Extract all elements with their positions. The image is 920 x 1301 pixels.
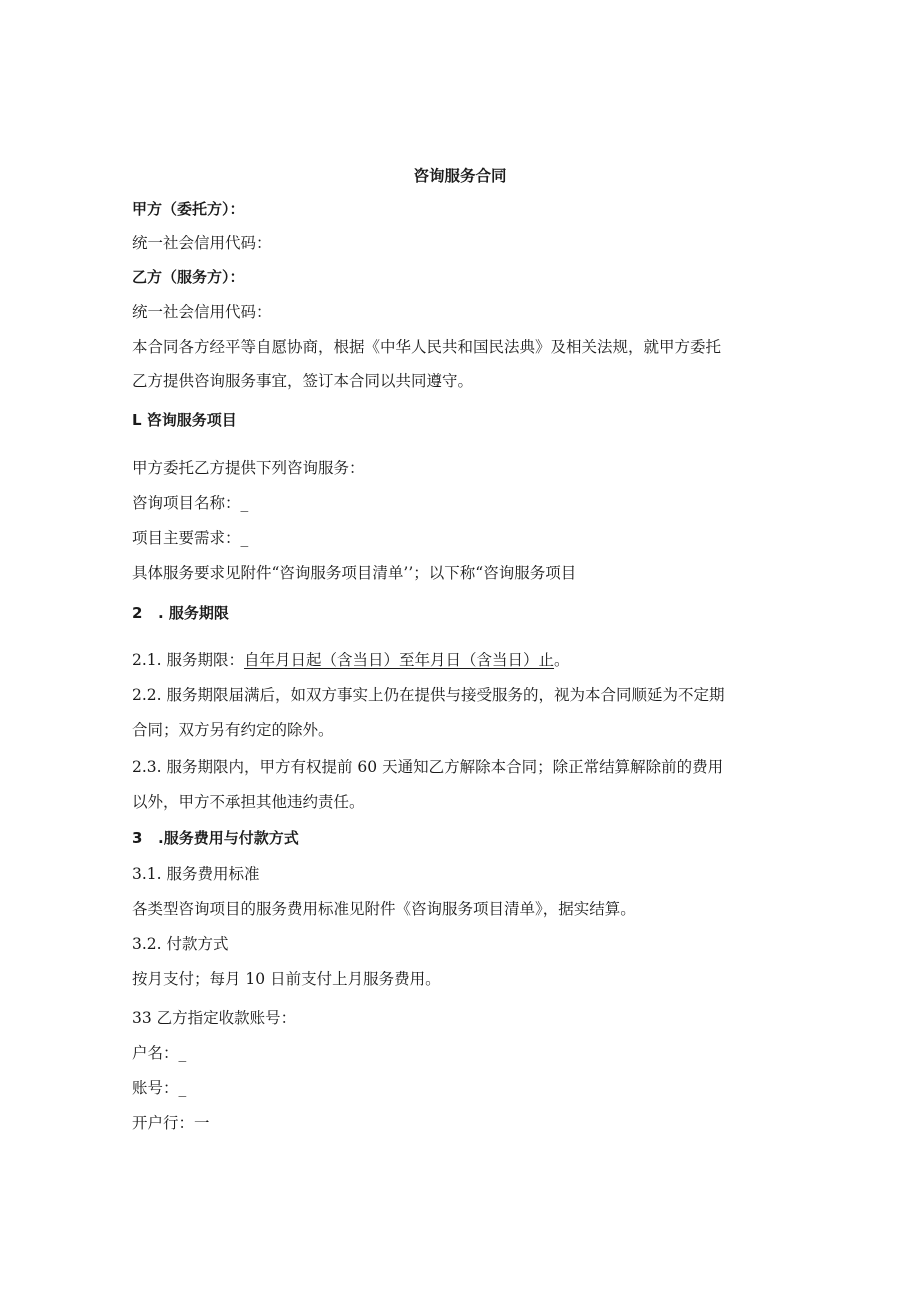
credit-code-b: 统一社会信用代码： [132, 303, 272, 321]
credit-code-a: 统一社会信用代码： [132, 234, 272, 252]
clause-3-3: 33 乙方指定收款账号： [132, 1009, 297, 1027]
preamble-line-1: 本合同各方经平等自愿协商，根据《中华人民共和国民法典》及相关法规，就甲方委托 [132, 338, 722, 356]
section-3-heading [132, 831, 299, 846]
section-1-detail: 具体服务要求见附件“咨询服务项目清单’’；以下称“咨询服务项目 [132, 564, 577, 582]
section-1-heading: L 咨询服务项目 [132, 411, 237, 429]
clause-2-1-term: 自年月日起（含当日）至年月日（含当日）止 [244, 651, 555, 669]
project-name-field: 咨询项目名称：_ [132, 494, 249, 512]
document-title: 咨询服务合同 [413, 166, 507, 185]
party-a-label: 甲方（委托方）： [132, 200, 245, 218]
party-b-label: 乙方（服务方）： [132, 268, 245, 286]
account-number-field: 账号：_ [132, 1079, 187, 1097]
clause-2-3-line-2: 以外，甲方不承担其他违约责任。 [132, 793, 365, 811]
clause-2-1 [132, 653, 570, 669]
clause-2-1-suffix: 。 [554, 651, 570, 669]
preamble-line-2: 乙方提供咨询服务事宜，签订本合同以共同遵守。 [132, 372, 474, 390]
bank-field: 开户行：一 [132, 1114, 210, 1132]
clause-2-3-line-1: 2.3. 服务期限内，甲方有权提前 60 天通知乙方解除本合同；除正常结算解除前的费用 [132, 758, 724, 776]
clause-2-1-prefix: 2.1. 服务期限： [132, 651, 245, 669]
clause-3-1-text: 各类型咨询项目的服务费用标准见附件《咨询服务项目清单》，据实结算。 [132, 900, 636, 918]
account-name-field: 户名：_ [132, 1044, 187, 1062]
section-2-title: . 服务期限 [158, 604, 229, 622]
clause-2-2-line-1: 2.2. 服务期限届满后，如双方事实上仍在提供与接受服务的，视为本合同顺延为不定期 [132, 686, 725, 704]
clause-3-2-text: 按月支付；每月 10 日前支付上月服务费用。 [132, 970, 441, 988]
clause-3-1: 3.1. 服务费用标准 [132, 865, 260, 883]
clause-2-2-line-2: 合同；双方另有约定的除外。 [132, 721, 334, 739]
section-3-title: .服务费用与付款方式 [158, 829, 299, 847]
section-1-intro: 甲方委托乙方提供下列咨询服务： [132, 459, 365, 477]
project-needs-field: 项目主要需求：_ [132, 529, 249, 547]
clause-3-2: 3.2. 付款方式 [132, 935, 229, 953]
section-3-number: 3 [132, 829, 143, 847]
section-2-heading [132, 606, 229, 621]
section-2-number: 2 [132, 604, 143, 622]
